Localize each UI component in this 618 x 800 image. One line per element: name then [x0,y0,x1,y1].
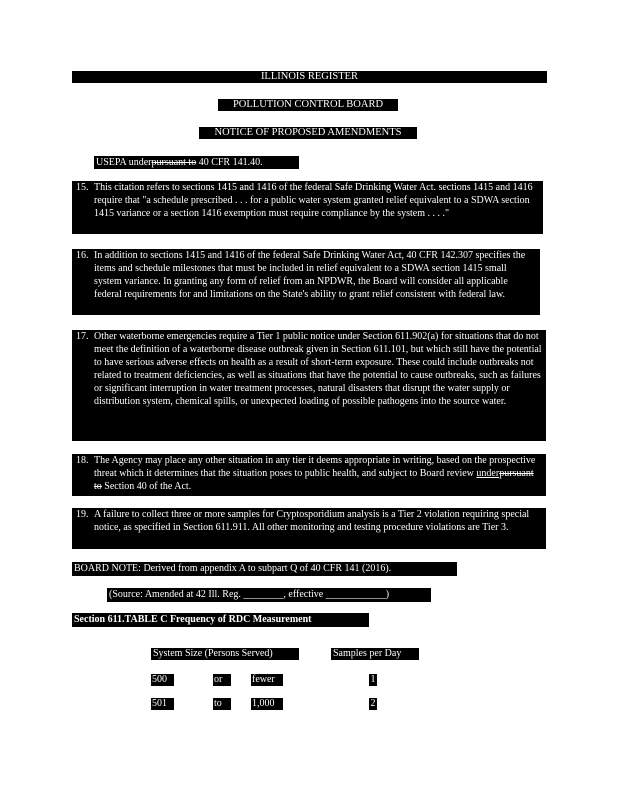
table-cell: fewer [251,674,283,686]
source-line: (Source: Amended at 42 Ill. Reg. ________, effective ____________) [107,588,431,602]
note-text: Other waterborne emergencies require a Tier 1 public notice under Section 611.902(a) for situations that do not meet the definition of a waterborne disease outbreak given in Section 611.101, but which still have the potential to have serious adverse effects on health as a result of short-term exposure. These could include outbreaks not related to treatment deficiencies, as well as situations that have the potential to cause outbreaks, such as failures or significant interruption in water treatment processes, natural disasters that disrupt the water supply or distribution system, chemical spills, or unexpected loading of possible pathogens into the source water. [94,331,542,407]
note-15 [72,181,543,234]
register-header: ILLINOIS REGISTER [72,71,547,83]
note-text: This citation refers to sections 1415 and 1416 of the federal Safe Drinking Water Act. sections 1415 and 1416 require that "a schedule prescribed . . . for a public water system granted relief equivalent to a SDWA section 1415 variance or a section 1416 exemption must require compliance by the system . . . ." [94,182,533,219]
note-18-suffix: Section 40 of the Act. [101,481,192,492]
note-number: 15. [76,182,89,193]
usepa-prefix: USEPA under [96,157,152,168]
note-18 [72,454,546,496]
usepa-suffix: 40 CFR 141.40. [196,157,263,168]
note-16 [72,249,540,315]
table-cell: 2 [370,698,376,709]
table-cell: to [213,698,231,710]
usepa-struck: pursuant to [151,157,197,168]
note-18-underline: under [476,468,500,479]
note-number: 19. [76,509,89,520]
table-cell: 501 [151,698,174,710]
table-cell: 1,000 [251,698,283,710]
usepa-line [94,156,299,169]
note-text: A failure to collect three or more samples for Cryptosporidium analysis is a Tier 2 violation requiring special notice, as specified in Section 611.911. All other monitoring and testing procedure violations are Tier 3. [94,509,530,533]
table-header-samples: Samples per Day [331,648,419,660]
note-number: 16. [76,250,89,261]
note-text: In addition to sections 1415 and 1416 of the federal Safe Drinking Water Act, 40 CFR 142.307 specifies the items and schedule milestones that must be included in relief equivalent to a SDWA section 1415 small system variance. In granting any form of relief from an NPDWR, the Board will consider all applicable federal requirements for and limitations on the State's ability to grant relief consistent with federal law. [94,250,526,300]
table-cell: or [213,674,231,686]
note-18-struck: pursuant to [94,468,534,492]
note-number: 18. [76,455,89,466]
note-18-prefix: The Agency may place any other situation in any tier it deems appropriate in writing, based on the prospective threat which it determines that the situation poses to public health, and subject to Board review [94,455,536,479]
note-text [94,454,542,493]
note-19 [72,508,546,549]
note-17 [72,330,546,441]
board-header: POLLUTION CONTROL BOARD [218,99,398,111]
table-cell: 1 [370,674,376,685]
note-number: 17. [76,331,89,342]
board-note: BOARD NOTE: Derived from appendix A to subpart Q of 40 CFR 141 (2016). [72,562,457,576]
section-title: Section 611.TABLE C Frequency of RDC Measurement [72,613,369,627]
notice-header: NOTICE OF PROPOSED AMENDMENTS [199,127,417,139]
table-header-system-size: System Size (Persons Served) [151,648,299,660]
table-cell: 500 [151,674,174,686]
